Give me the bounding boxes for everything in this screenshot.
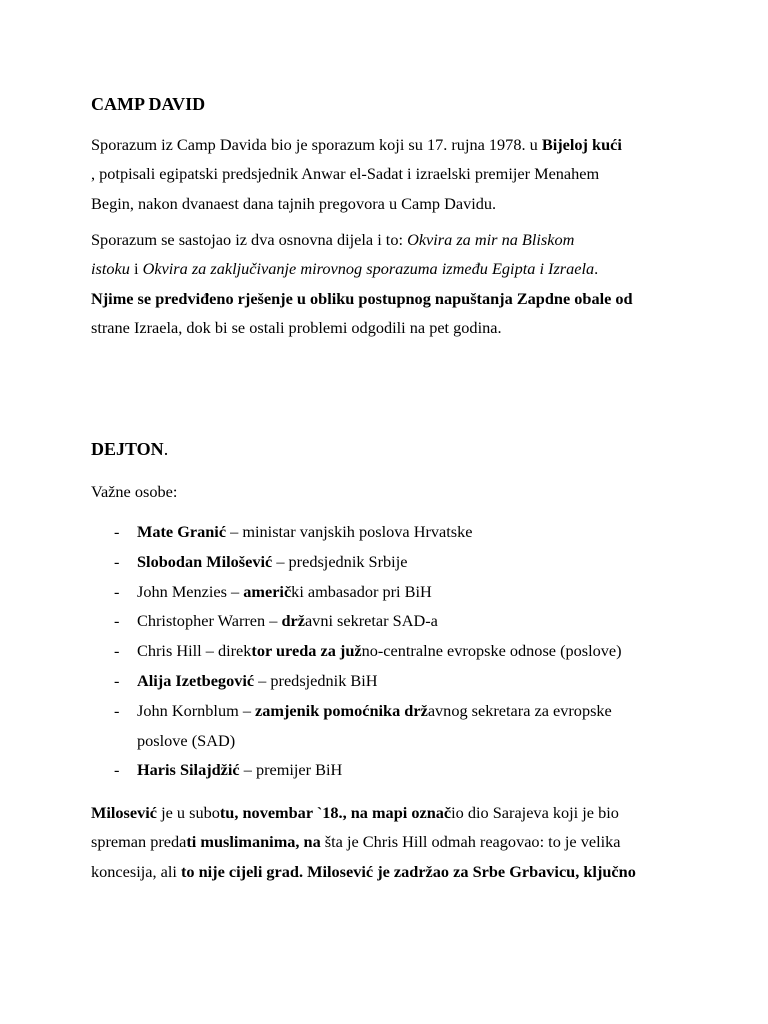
list-item [91,696,711,756]
person-role: – predsjednik Srbije [272,551,408,571]
list-item [91,666,711,696]
person-role: – predsjednik BiH [254,670,378,690]
paragraph-line: Begin, nakon dvanaest dana tajnih pregovora u Camp Davidu. [91,193,497,213]
list-dash: - [114,581,120,601]
paragraph-line [91,857,691,886]
text-run-bold: američ [243,581,292,601]
text-run-bold: Milosević [91,803,158,822]
list-item [91,606,711,636]
list-item [91,636,711,666]
person-role: – ministar vanjskih poslova Hrvatske [226,522,473,541]
paragraph-line: , potpisali egipatski predsjednik Anwar el-Sadat i izraelski premijer Menahem [91,164,600,184]
text-run: John Menzies – [137,581,244,601]
text-run-bold: ti muslimanima, na [186,832,321,852]
paragraph-milosevic-map [91,798,691,886]
list-dash: - [114,641,120,661]
list-dash: - [114,760,120,780]
text-run: . [594,259,599,279]
text-run: je u subo [157,803,220,822]
text-run-bold: tor ureda za juž [251,641,362,661]
section-title-dejton [91,439,168,459]
text-run: Christopher Warren – [137,611,282,631]
list-dash: - [114,551,120,571]
text-run-italic: Okvira za zaključivanje mirovnog sporazuma između Egipta i Izraela [142,259,595,279]
person-name: Slobodan Milošević [137,551,273,571]
list-dash: - [114,700,120,720]
paragraph-line [91,225,691,254]
text-run: Chris Hill – direk [137,641,252,661]
paragraph-line [91,254,691,283]
text-run: šta je Chris Hill odmah reagovao: to je velika [320,832,621,852]
text-run: spreman preda [91,832,187,852]
person-name: Haris Silajdžić [137,760,240,780]
list-item [91,755,711,785]
paragraph-important-persons-intro: Važne osobe: [91,482,178,501]
list-item [91,517,711,547]
paragraph-line [91,798,691,827]
section-title-camp-david: CAMP DAVID [91,94,206,114]
text-run-italic: istoku [91,259,130,279]
text-run: koncesija, ali [91,861,181,881]
text-run: avni sekretar SAD-a [304,611,438,631]
text-run: poslove (SAD) [137,730,236,750]
list-dash: - [114,611,120,631]
text-run-bold: Bijeloj kući [541,135,622,154]
list-dash: - [114,670,120,690]
list-item [91,547,711,577]
text-run: Sporazum iz Camp Davida bio je sporazum koji su 17. rujna 1978. u [91,135,542,154]
title-text: DEJTON [91,439,164,459]
text-run: avnog sekretara za evropske [427,700,612,720]
persons-list [91,517,711,785]
title-suffix: . [163,439,169,459]
text-run: ki ambasador pri BiH [291,581,432,601]
paragraph-camp-david-intro [91,130,691,218]
text-run: John Kornblum – [137,700,256,720]
text-run-bold: drž [281,611,305,631]
text-run-bold: to nije cijeli grad. Milosević je zadržao za Srbe Grbavicu, ključno [180,861,636,881]
paragraph-line: Njime se predviđeno rješenje u obliku postupnog napuštanja Zapdne obale od [91,288,633,308]
paragraph-line: strane Izraela, dok bi se ostali problemi odgodili na pet godina. [91,317,502,337]
text-run-bold: tu, novembar `18., na mapi označ [219,803,452,822]
person-name: Alija Izetbegović [137,670,255,690]
text-run: i [129,259,143,279]
text-run-bold: zamjenik pomoćnika drž [255,700,428,720]
list-dash: - [114,522,120,541]
person-name: Mate Granić [137,522,227,541]
text-run: io dio Sarajeva koji je bio [451,803,619,822]
text-run-italic: Okvira za mir na Bliskom [407,230,575,249]
person-role: – premijer BiH [239,760,343,780]
paragraph-line [91,130,691,159]
paragraph-camp-david-parts [91,225,691,342]
text-run: Sporazum se sastojao iz dva osnovna dijela i to: [91,230,408,249]
text-run: no-centralne evropske odnose (poslove) [361,641,622,661]
list-item [91,577,711,607]
paragraph-line [91,827,691,856]
